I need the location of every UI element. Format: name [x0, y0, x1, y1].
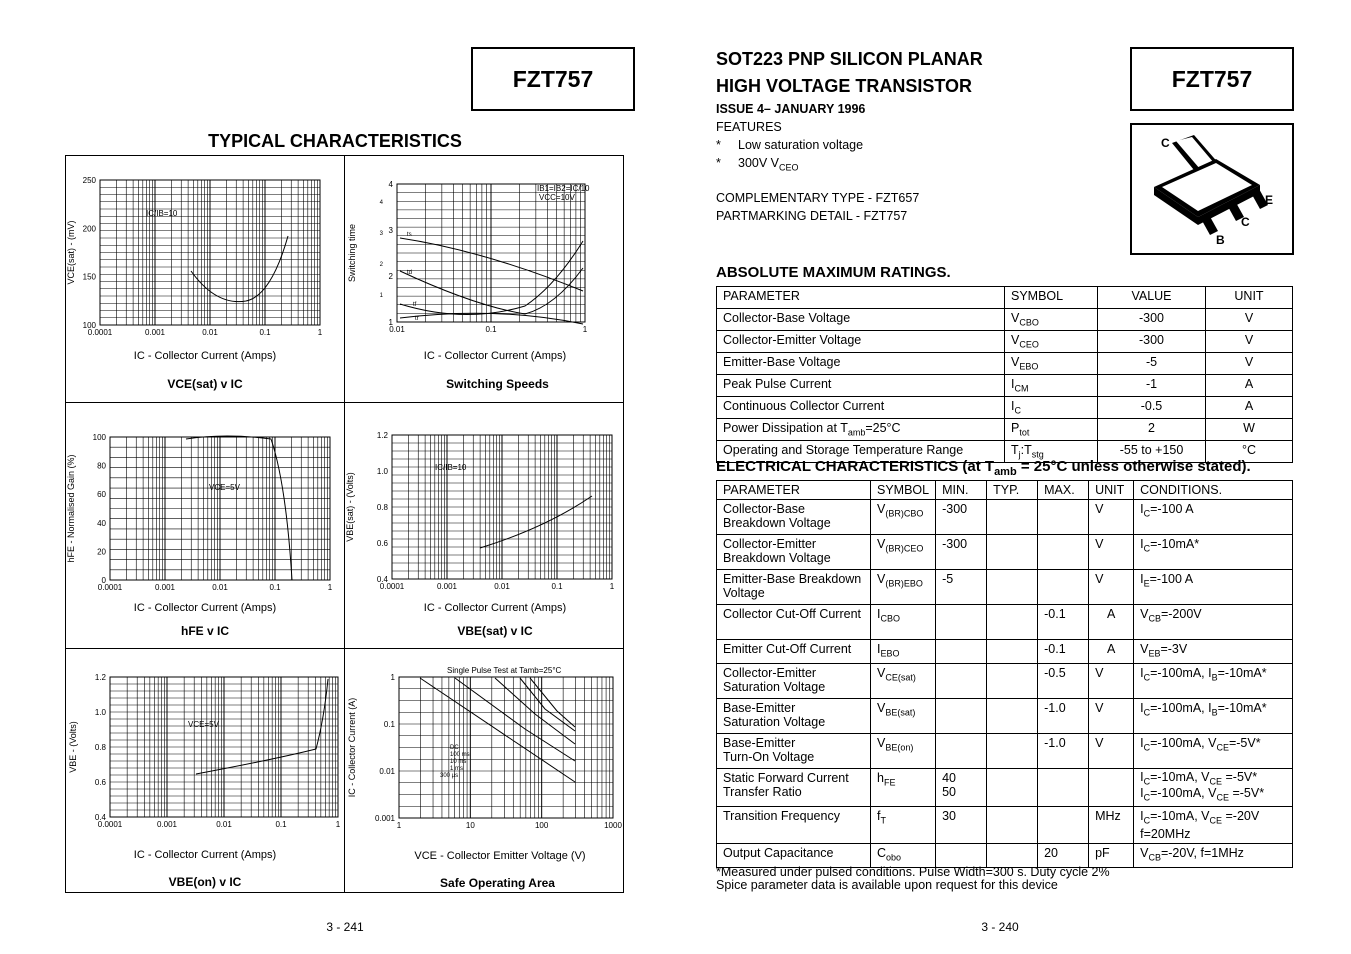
x-tick-label: 0.01 — [389, 325, 405, 334]
x-tick-label: 0.01 — [216, 820, 232, 829]
left-part-number: FZT757 — [512, 65, 594, 92]
header-cell: VALUE — [1098, 287, 1206, 309]
y-tick-label: 2 — [379, 262, 383, 268]
x-tick-label: 1000 — [604, 821, 622, 830]
x-tick-label: 1 — [396, 821, 402, 830]
y-axis-label: VBE(sat) - (Volts) — [345, 472, 355, 542]
y-axis-label: VCE(sat) - (mV) — [66, 220, 76, 285]
y-axis-label: hFE - Normalised Gain (%) — [66, 454, 76, 563]
y-tick-label: 20 — [97, 547, 106, 557]
y-tick-label: 0.01 — [379, 767, 395, 776]
curve-label: 300 µs — [440, 773, 459, 779]
y-tick-label: 80 — [97, 461, 106, 471]
table-row: Collector-Emitter Voltage $V_{CEO}$ -300 V — [717, 331, 1293, 353]
y-tick-label: 60 — [97, 490, 106, 500]
issue-line: ISSUE 4– JANUARY 1996 — [716, 102, 866, 116]
chart2-xlabel: IC - Collector Current (Amps) — [133, 602, 277, 614]
chart1-xlabel: IC - Collector Current (Amps) — [423, 350, 567, 362]
chart-annotation: Single Pulse Test at Tamb=25°C — [447, 666, 562, 675]
x-tick-label: 0.01 — [212, 583, 228, 592]
x-tick-label: 0.001 — [156, 820, 178, 829]
chart5-xlabel: VCE - Collector Emitter Voltage (V) — [414, 850, 586, 862]
electrical-characteristics-table — [716, 480, 1293, 868]
y-tick-label: 4 — [379, 200, 383, 206]
chart-annotation: VCE=5V — [209, 483, 240, 492]
dc-line — [420, 678, 575, 782]
y-tick-label: 0.8 — [94, 743, 106, 752]
chart-annotation: IC/IB=10 — [146, 209, 178, 218]
y-tick-label: 100 — [92, 433, 106, 442]
pin-label: E — [1265, 193, 1274, 207]
footnote-pulsed: *Measured under pulsed conditions. Pulse Width=300 s. Duty cycle 2% — [716, 865, 1110, 879]
x-tick-label: 100 — [534, 821, 549, 830]
y-tick-label: 100 — [82, 321, 96, 330]
x-tick-label: 0.0001 — [379, 582, 405, 591]
right-page-number: 3 - 240 — [981, 920, 1019, 934]
x-tick-label: 0.1 — [275, 820, 287, 829]
y-tick-label: 150 — [82, 272, 96, 282]
x-tick-label: 1 — [317, 328, 323, 337]
soa-100ms-line — [455, 678, 575, 761]
left-part-number-box — [471, 47, 635, 111]
chart3-title: VBE(sat) v IC — [457, 624, 533, 638]
header-cell: SYMBOL — [1005, 287, 1098, 309]
x-tick-label: 0.0001 — [97, 820, 123, 829]
y-tick-label: 1 — [390, 673, 395, 682]
y-tick-label: 200 — [82, 224, 96, 234]
amr-title: ABSOLUTE MAXIMUM RATINGS. — [716, 264, 951, 281]
vcesat-curve — [191, 236, 288, 302]
x-tick-label: 0.001 — [154, 583, 176, 592]
pin-label: B — [1216, 233, 1225, 247]
x-tick-label: 1 — [327, 583, 333, 592]
y-tick-label: 2 — [388, 272, 393, 281]
chart-switching-speeds — [345, 156, 623, 402]
x-tick-label: 0.001 — [144, 328, 166, 337]
table-row: Output Capacitance $C_{obo}$ 20 pF $V_{CB}=-20V$, f=1MHz — [717, 844, 1293, 868]
table-row: Emitter-Base Voltage $V_{EBO}$ -5 V — [717, 353, 1293, 375]
table-row: Collector Cut-Off Current $I_{CBO}$ -0.1 A $V_{CB}=-200V$ — [717, 605, 1293, 640]
curve-label: 1 ms — [450, 766, 464, 772]
right-part-number-box — [1130, 47, 1294, 111]
x-tick-label: 0.01 — [202, 328, 218, 337]
feature-item: * Low saturation voltage — [716, 138, 864, 152]
curve-label: td — [407, 270, 413, 276]
y-axis-label: IC - Collector Current (A) — [347, 697, 357, 798]
x-tick-label: 10 — [465, 821, 475, 830]
table-row: Base-Emitter Turn-On Voltage $V_{BE(on)}$ -1.0 V $I_C=-100mA$, $V_{CE}=-5V*$ — [717, 733, 1293, 768]
chart-vcesat-v-ic — [66, 156, 344, 402]
y-tick-label: 0.4 — [94, 813, 106, 822]
table-row: Continuous Collector Current $I_C$ -0.5 A — [717, 397, 1293, 419]
partmarking-detail: PARTMARKING DETAIL - FZT757 — [716, 209, 908, 223]
right-part-number: FZT757 — [1171, 65, 1253, 92]
x-tick-label: 1 — [609, 582, 615, 591]
table-row: Collector-Emitter Saturation Voltage $V_{CE(sat)}$ -0.5 V $I_C=-100mA$, $I_B=-10mA*$ — [717, 663, 1293, 698]
soa-300us-line — [530, 678, 575, 727]
y-tick-label: 1.0 — [94, 708, 106, 717]
table-row: Emitter Cut-Off Current $I_{EBO}$ -0.1 A $V_{EB}=-3V$ — [717, 640, 1293, 664]
feature-item: * 300V $V_{CEO}$ — [716, 156, 799, 173]
y-tick-label: 250 — [82, 176, 96, 185]
ec-title: ELECTRICAL CHARACTERISTICS (at $T_{amb} = 25^\circ C$ unless otherwise stated). — [716, 458, 1251, 478]
absolute-maximum-ratings-table — [716, 286, 1293, 463]
curve-label: tf — [413, 302, 417, 308]
chart1-title: Switching Speeds — [446, 377, 549, 391]
chart3-xlabel: IC - Collector Current (Amps) — [423, 602, 567, 614]
x-tick-label: 0.1 — [485, 325, 497, 334]
chart4-title: VBE(on) v IC — [168, 875, 242, 889]
x-tick-label: 1 — [335, 820, 341, 829]
table-row: Static Forward Current Transfer Ratio $h_{FE}$ 40 50 $I_C=-10mA$, $V_{CE} =-5V*$ $I_C=-100mA$, $V_{CE} =-5V*$ — [717, 768, 1293, 806]
table-row: Operating and Storage Temperature Range $T_j:T_{stg}$ -55 to +150 °C — [717, 441, 1293, 463]
table-row: Collector-Base Voltage $V_{CBO}$ -300 V — [717, 309, 1293, 331]
chart0-xlabel: IC - Collector Current (Amps) — [133, 350, 277, 362]
curve-label: 10 ms — [450, 759, 467, 765]
typical-characteristics-title: TYPICAL CHARACTERISTICS — [208, 131, 462, 151]
y-tick-label: 3 — [388, 226, 393, 235]
x-tick-label: 0.01 — [494, 582, 510, 591]
curve-label: DC — [450, 745, 459, 751]
doc-title-line1: SOT223 PNP SILICON PLANAR — [716, 49, 983, 69]
footnote-spice: Spice parameter data is available upon request for this device — [716, 878, 1058, 892]
x-tick-label: 0.001 — [436, 582, 458, 591]
x-tick-label: 1 — [582, 325, 588, 334]
y-tick-label: 1.2 — [94, 673, 106, 682]
chart-annotation: IC/IB=10 — [435, 463, 467, 472]
y-axis-label: Switching time — [347, 223, 357, 283]
chart-annotation: VCE=5V — [188, 720, 219, 729]
table-row: Power Dissipation at $T_{amb}=25^\circ C$ $P_{tot}$ 2 W — [717, 419, 1293, 441]
y-tick-label: 0 — [101, 576, 106, 585]
table-row: Collector-Emitter Breakdown Voltage $V_{(BR)CEO}$ -300 V $I_C=-10mA*$ — [717, 535, 1293, 570]
y-tick-label: 0.4 — [376, 575, 388, 584]
table-row: Collector-Base Breakdown Voltage $V_{(BR)CBO}$ -300 V $I_C=-100$ A — [717, 500, 1293, 535]
table-header-row — [717, 287, 1293, 309]
y-axis-label: VBE - (Volts) — [68, 721, 78, 773]
header-cell: UNIT — [1206, 287, 1293, 309]
curve-label: tr — [415, 316, 419, 322]
x-tick-label: 0.0001 — [87, 328, 113, 337]
y-tick-label: 4 — [388, 180, 393, 189]
pin-label: C — [1161, 136, 1170, 150]
complementary-type: COMPLEMENTARY TYPE - FZT657 — [716, 191, 920, 205]
table-row: Transition Frequency $f_T$ 30 MHz $I_C=-10mA$, $V_{CE} =-20V$ f=20MHz — [717, 806, 1293, 844]
y-tick-label: 0.1 — [383, 720, 395, 729]
y-tick-label: 1 — [388, 318, 393, 327]
chart0-title: VCE(sat) v IC — [167, 377, 243, 391]
doc-title-line2: HIGH VOLTAGE TRANSISTOR — [716, 76, 973, 96]
features-heading: FEATURES — [716, 120, 782, 134]
y-tick-label: 1.2 — [376, 431, 388, 440]
x-tick-label: 0.0001 — [97, 583, 123, 592]
curve-label: 100 ms — [450, 752, 470, 758]
x-tick-label: 0.1 — [269, 583, 281, 592]
y-tick-label: 40 — [97, 518, 106, 528]
curve-label: ts — [407, 232, 412, 238]
package-outline-box — [1130, 123, 1294, 255]
y-tick-label: 0.6 — [376, 539, 388, 548]
y-tick-label: 0.8 — [376, 503, 388, 512]
y-tick-label: 1 — [379, 293, 383, 299]
header-cell: PARAMETER — [717, 287, 1005, 309]
y-tick-label: 0.001 — [374, 814, 395, 823]
x-tick-label: 0.1 — [551, 582, 563, 591]
x-tick-label: 0.1 — [259, 328, 271, 337]
chart4-xlabel: IC - Collector Current (Amps) — [133, 849, 277, 861]
table-row: Peak Pulse Current $I_{CM}$ -1 A — [717, 375, 1293, 397]
sot223-package-icon — [1132, 125, 1292, 253]
y-tick-label: 0.6 — [94, 778, 106, 787]
chart2-title: hFE v IC — [180, 624, 229, 638]
chart5-title: Safe Operating Area — [440, 876, 555, 890]
y-tick-label: 3 — [379, 231, 383, 237]
chart-annotation: IB1=IB2=IC/10 — [537, 184, 590, 193]
left-page-number: 3 - 241 — [326, 920, 364, 934]
table-row: Emitter-Base Breakdown Voltage $V_{(BR)EBO}$ -5 V $I_E=-100$ A — [717, 570, 1293, 605]
y-tick-label: 1.0 — [376, 467, 388, 476]
pin-label: C — [1241, 215, 1250, 229]
chart-annotation: VCC=10V — [539, 193, 575, 202]
table-header-row: PARAMETER SYMBOL MIN. TYP. MAX. UNIT CONDITIONS. — [717, 481, 1293, 500]
table-row: Base-Emitter Saturation Voltage $V_{BE(sat)}$ -1.0 V $I_C=-100mA$, $I_B=-10mA*$ — [717, 698, 1293, 733]
